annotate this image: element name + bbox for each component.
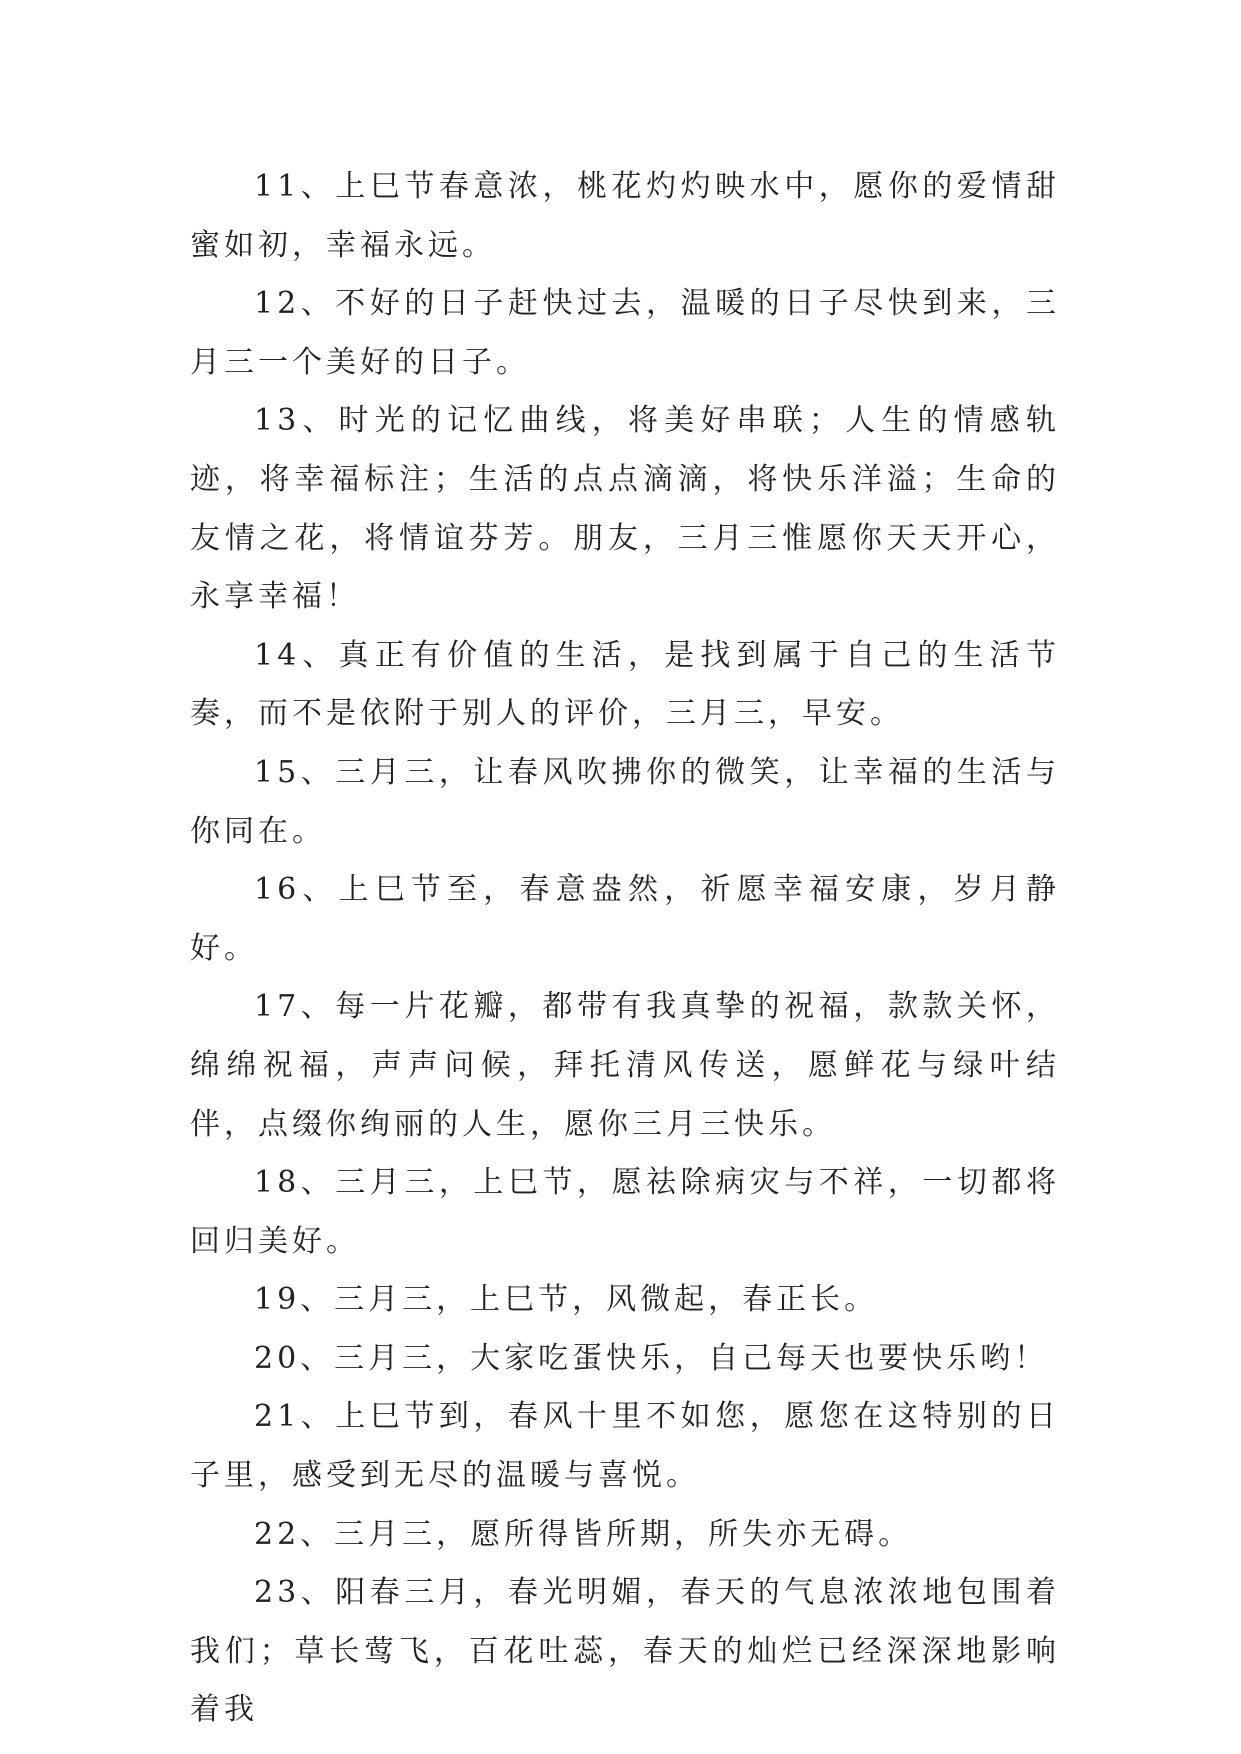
paragraph-19: 19、三月三，上巳节，风微起，春正长。 bbox=[254, 1282, 879, 1318]
document-body bbox=[190, 158, 1060, 1740]
paragraph-17: 17、每一片花瓣，都带有我真挚的祝福，款款关怀，绵绵祝福，声声问候，拜托清风传送，愿鲜花与绿叶结伴，点缀你绚丽的人生，愿你三月三快乐。 bbox=[190, 989, 1060, 1142]
paragraph-13: 13、时光的记忆曲线，将美好串联；人生的情感轨迹，将幸福标注；生活的点点滴滴，将快乐洋溢；生命的友情之花，将情谊芬芳。朋友，三月三惟愿你天天开心，永享幸福！ bbox=[190, 403, 1060, 615]
paragraph-20: 20、三月三，大家吃蛋快乐，自己每天也要快乐哟！ bbox=[254, 1340, 1049, 1376]
paragraph-12: 12、不好的日子赶快过去，温暖的日子尽快到来，三月三一个美好的日子。 bbox=[190, 286, 1060, 380]
paragraph-16: 16、上巳节至，春意盎然，祈愿幸福安康，岁月静好。 bbox=[190, 872, 1060, 966]
paragraph-23: 23、阳春三月，春光明媚，春天的气息浓浓地包围着我们；草长莺飞，百花吐蕊，春天的灿烂已经深深地影响着我 bbox=[190, 1575, 1060, 1728]
paragraph-11: 11、上巳节春意浓，桃花灼灼映水中，愿你的爱情甜蜜如初，幸福永远。 bbox=[190, 169, 1060, 263]
paragraph-14: 14、真正有价值的生活，是找到属于自己的生活节奏，而不是依附于别人的评价，三月三，早安。 bbox=[190, 637, 1060, 732]
paragraph-15: 15、三月三，让春风吹拂你的微笑，让幸福的生活与你同在。 bbox=[190, 754, 1060, 849]
paragraph-21: 21、上巳节到，春风十里不如您，愿您在这特别的日子里，感受到无尽的温暖与喜悦。 bbox=[190, 1399, 1060, 1494]
paragraph-18: 18、三月三，上巳节，愿祛除病灾与不祥，一切都将回归美好。 bbox=[190, 1165, 1060, 1259]
paragraph-22: 22、三月三，愿所得皆所期，所失亦无碍。 bbox=[254, 1516, 913, 1552]
